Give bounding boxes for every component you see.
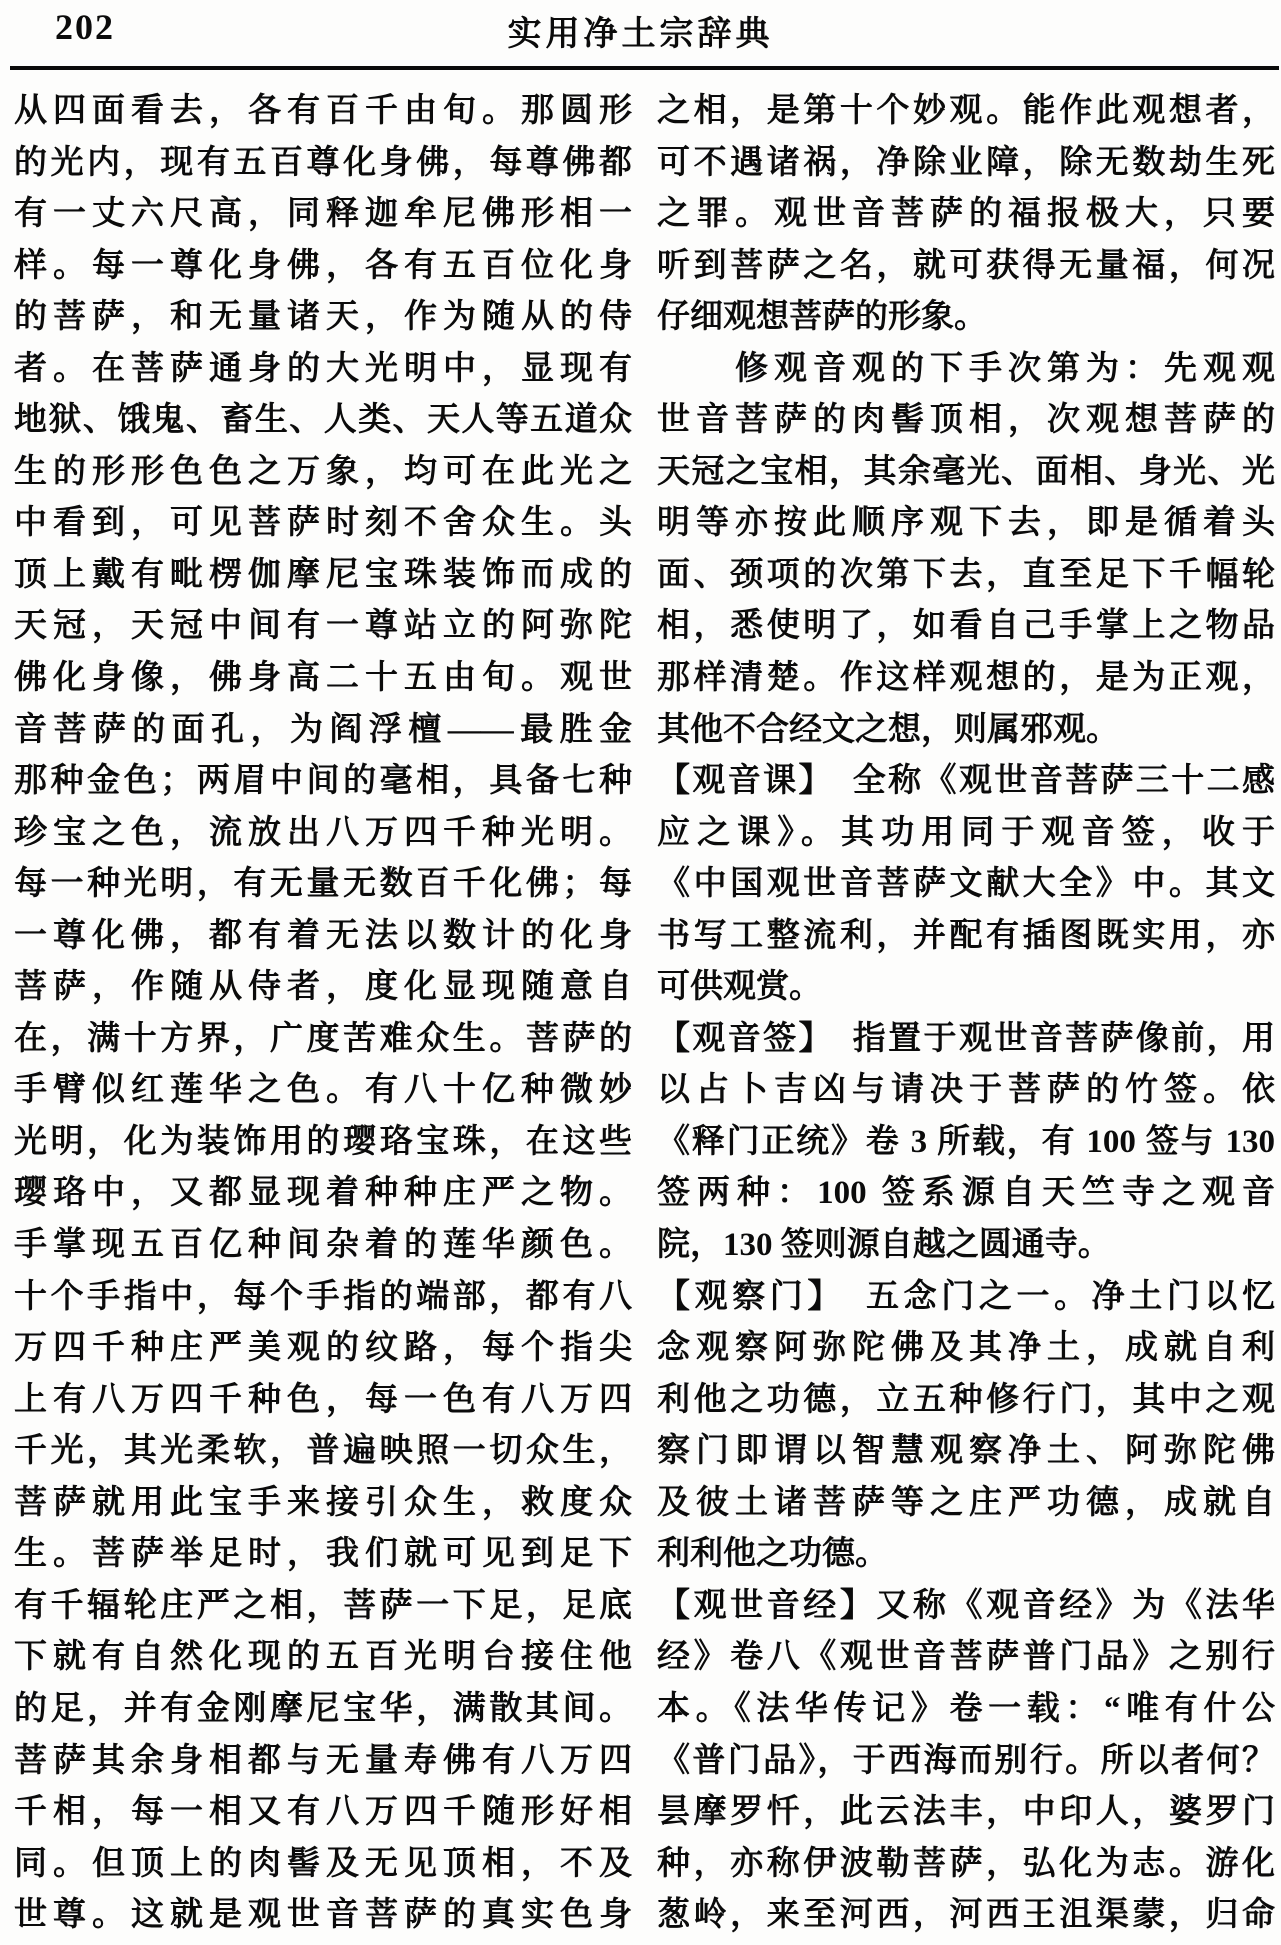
text-line: 在，满十方界，广度苦难众生。菩萨的 <box>14 1020 632 1057</box>
text-line: 本。《法华传记》卷一载：“唯有什公 <box>657 1690 1275 1727</box>
text-line: 世尊。这就是观世音菩萨的真实色身 <box>14 1897 632 1934</box>
page-body <box>0 70 1281 1942</box>
text-line: 《释门正统》卷 3 所载，有 100 签与 130 <box>657 1123 1275 1160</box>
text-line: 【观音签】 指置于观世音菩萨像前，用 <box>657 1020 1275 1057</box>
text-line: 【观察门】 五念门之一。净土门以忆 <box>657 1278 1275 1315</box>
text-line: 书写工整流利，并配有插图既实用，亦 <box>657 917 1275 954</box>
text-line: 千相，每一相又有八万四千随形好相 <box>14 1794 632 1831</box>
text-line: 面、颈项的次第下去，直至足下千幅轮 <box>657 556 1275 593</box>
text-line: 同。但顶上的肉髻及无见顶相，不及 <box>14 1845 632 1882</box>
text-line: 音菩萨的面孔，为阎浮檀——最胜金 <box>14 711 632 748</box>
text-line: 璎珞中，又都显现着种种庄严之物。 <box>14 1175 632 1212</box>
text-line: 《普门品》，于西海而别行。所以者何？ <box>657 1742 1275 1779</box>
text-line: 察门即谓以智慧观察净土、阿弥陀佛 <box>657 1433 1275 1470</box>
text-line: 修观音观的下手次第为：先观观 <box>657 350 1275 387</box>
text-line: 之罪。观世音菩萨的福报极大，只要 <box>657 196 1275 233</box>
text-line: 珍宝之色，流放出八万四千种光明。 <box>14 814 632 851</box>
text-line: 地狱、饿鬼、畜生、人类、天人等五道众 <box>14 402 632 439</box>
text-line: 院，130 签则源自越之圆通寺。 <box>657 1227 1111 1264</box>
text-line: 明等亦按此顺序观下去，即是循着头 <box>657 505 1275 542</box>
text-line: 万四千种庄严美观的纹路，每个指尖 <box>14 1330 632 1367</box>
text-line: 葱岭，来至河西，河西王沮渠蒙，归命 <box>657 1897 1275 1934</box>
text-line: 者。在菩萨通身的大光明中，显现有 <box>14 350 632 387</box>
text-line: 其他不合经文之想，则属邪观。 <box>657 711 1119 748</box>
text-line: 的足，并有金刚摩尼宝华，满散其间。 <box>14 1690 632 1727</box>
text-line: 菩萨其余身相都与无量寿佛有八万四 <box>14 1742 632 1779</box>
text-line: 相，悉使明了，如看自己手掌上之物品 <box>657 608 1275 645</box>
text-line: 仔细观想菩萨的形象。 <box>657 299 987 336</box>
text-line: 从四面看去，各有百千由旬。那圆形 <box>14 93 632 129</box>
text-line: 那种金色；两眉中间的毫相，具备七种 <box>14 763 632 800</box>
text-line: 样。每一尊化身佛，各有五百位化身 <box>14 247 632 284</box>
left-column <box>14 86 632 1942</box>
text-line: 十个手指中，每个手指的端部，都有八 <box>14 1278 632 1315</box>
text-line: 昙摩罗忏，此云法丰，中印人，婆罗门 <box>657 1794 1275 1831</box>
text-line: 佛化身像，佛身高二十五由旬。观世 <box>14 660 632 697</box>
text-line: 的光内，现有五百尊化身佛，每尊佛都 <box>14 144 632 181</box>
text-line: 听到菩萨之名，就可获得无量福，何况 <box>657 247 1275 284</box>
text-line: 以占卜吉凶与请决于菩萨的竹签。依 <box>657 1072 1275 1109</box>
text-line: 一尊化佛，都有着无法以数计的化身 <box>14 917 632 954</box>
text-line: 生的形形色色之万象，均可在此光之 <box>14 453 632 490</box>
text-line: 应之课》。其功用同于观音签，收于 <box>657 814 1275 851</box>
text-line: 天冠之宝相，其余毫光、面相、身光、光 <box>657 453 1275 490</box>
text-line: 签两种：100 签系源自天竺寺之观音 <box>657 1175 1275 1212</box>
text-line: 菩萨，作随从侍者，度化显现随意自 <box>14 969 632 1006</box>
text-line: 天冠，天冠中间有一尊站立的阿弥陀 <box>14 608 632 645</box>
page-number: 202 <box>55 7 115 47</box>
text-line: 念观察阿弥陀佛及其净土，成就自利 <box>657 1330 1275 1367</box>
page-header <box>0 0 1281 64</box>
text-line: 种，亦称伊波勒菩萨，弘化为志。游化 <box>657 1845 1275 1882</box>
text-line: 可不遇诸祸，净除业障，除无数劫生死 <box>657 144 1275 181</box>
text-line: 及彼土诸菩萨等之庄严功德，成就自 <box>657 1484 1275 1521</box>
text-line: 利他之功德，立五种修行门，其中之观 <box>657 1381 1275 1418</box>
text-line: 手掌现五百亿种间杂着的莲华颜色。 <box>14 1227 632 1264</box>
text-line: 生。菩萨举足时，我们就可见到足下 <box>14 1536 632 1573</box>
text-line: 之相，是第十个妙观。能作此观想者， <box>657 93 1275 129</box>
text-line: 世音菩萨的肉髻顶相，次观想菩萨的 <box>657 402 1275 439</box>
text-line: 光明，化为装饰用的璎珞宝珠，在这些 <box>14 1123 632 1160</box>
text-line: 中看到，可见菩萨时刻不舍众生。头 <box>14 505 632 542</box>
text-line: 下就有自然化现的五百光明台接住他 <box>14 1639 632 1676</box>
text-line: 有一丈六尺高，同释迦牟尼佛形相一 <box>14 196 632 233</box>
text-line: 每一种光明，有无量无数百千化佛；每 <box>14 866 632 903</box>
text-line: 菩萨就用此宝手来接引众生，救度众 <box>14 1484 632 1521</box>
text-line: 利利他之功德。 <box>657 1536 888 1573</box>
text-line: 有千辐轮庄严之相，菩萨一下足，足底 <box>14 1587 632 1624</box>
text-line: 千光，其光柔软，普遍映照一切众生， <box>14 1433 632 1470</box>
text-line: 《中国观世音菩萨文献大全》中。其文 <box>657 866 1275 903</box>
book-title: 实用净土宗辞典 <box>507 16 774 53</box>
text-line: 经》卷八《观世音菩萨普门品》之别行 <box>657 1639 1275 1676</box>
text-line: 上有八万四千种色，每一色有八万四 <box>14 1381 632 1418</box>
text-line: 顶上戴有毗楞伽摩尼宝珠装饰而成的 <box>14 556 632 593</box>
text-line: 可供观赏。 <box>657 969 822 1006</box>
right-column <box>657 86 1275 1942</box>
text-line: 【观世音经】又称《观音经》为《法华 <box>657 1587 1275 1624</box>
text-line: 【观音课】 全称《观世音菩萨三十二感 <box>657 763 1275 800</box>
text-line: 那样清楚。作这样观想的，是为正观， <box>657 660 1275 697</box>
text-line: 手臂似红莲华之色。有八十亿种微妙 <box>14 1072 632 1109</box>
text-line: 的菩萨，和无量诸天，作为随从的侍 <box>14 299 632 336</box>
